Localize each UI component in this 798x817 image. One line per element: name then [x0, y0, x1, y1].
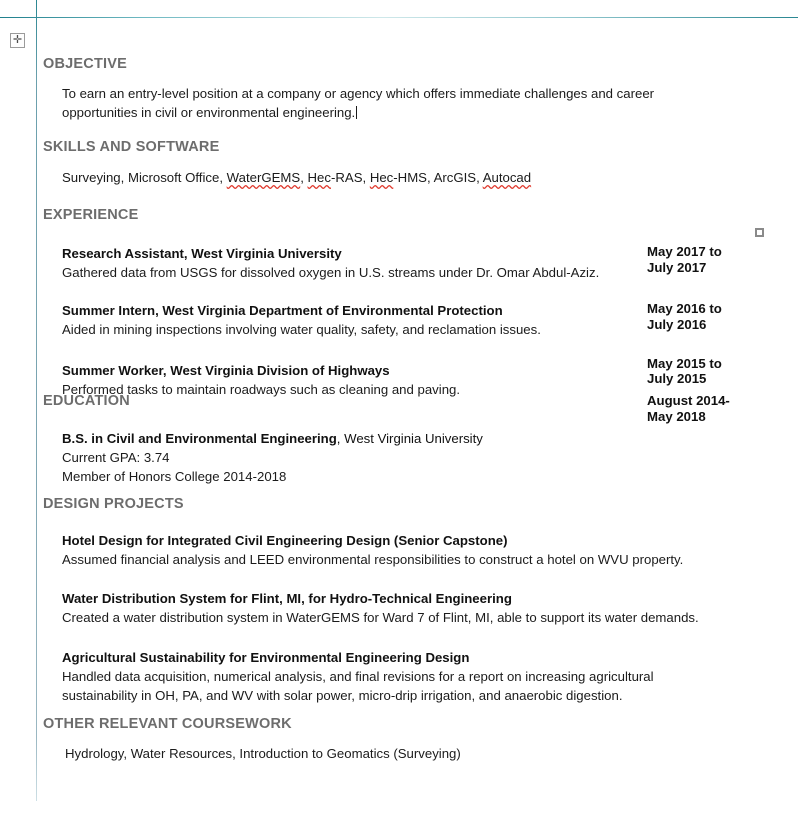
education-gpa-line: Current GPA: 3.74	[62, 450, 170, 466]
objective-paragraph[interactable]	[62, 84, 692, 123]
experience-entry-description: Aided in mining inspections involving water quality, safety, and reclamation issues.	[62, 322, 541, 338]
design-project-description: Created a water distribution system in WaterGEMS for Ward 7 of Flint, MI, able to support its water demands.	[62, 610, 699, 626]
design-project-description: Assumed financial analysis and LEED environmental responsibilities to construct a hotel on WVU property.	[62, 552, 684, 568]
design-project-description: Handled data acquisition, numerical analysis, and final revisions for a report on increasing agricultural sustainability in OH, PA, and WV with solar power, micro-drip irrigation, and anaerobic digestion.	[62, 668, 654, 703]
design-project-entry[interactable]	[0, 589, 798, 627]
section-heading-objective: OBJECTIVE	[43, 56, 127, 72]
misspelled-hec-hms: Hec	[369, 170, 394, 185]
experience-entry-title: Summer Worker, West Virginia Division of Highways	[62, 362, 390, 378]
misspelled-watergems: WaterGEMS	[226, 170, 301, 185]
section-heading-design-projects: DESIGN PROJECTS	[43, 496, 184, 512]
experience-entry-title: Summer Intern, West Virginia Department of Environmental Protection	[62, 303, 503, 319]
experience-entry[interactable]	[0, 301, 798, 339]
section-heading-experience: EXPERIENCE	[43, 207, 139, 223]
section-coursework	[0, 716, 798, 763]
skills-hec-hms-rest: -HMS, ArcGIS,	[393, 170, 483, 185]
coursework-line[interactable]: Hydrology, Water Resources, Introduction to Geomatics (Surveying)	[65, 746, 461, 761]
design-project-title: Hotel Design for Integrated Civil Engineering Design (Senior Capstone)	[62, 533, 508, 548]
misspelled-autocad: Autocad	[482, 170, 532, 185]
section-design-projects	[0, 496, 798, 705]
experience-entry-date	[647, 301, 777, 332]
skills-sep-1: ,	[300, 170, 308, 185]
date-line-2: July 2016	[647, 316, 707, 332]
design-project-entry[interactable]	[0, 531, 798, 569]
misspelled-hec-ras: Hec	[307, 170, 331, 185]
skills-prefix: Surveying, Microsoft Office,	[62, 170, 227, 185]
section-skills	[0, 139, 798, 187]
section-experience	[0, 207, 798, 399]
design-project-title: Water Distribution System for Flint, MI, for Hydro-Technical Engineering	[62, 591, 512, 607]
section-heading-coursework: OTHER RELEVANT COURSEWORK	[43, 716, 292, 732]
section-heading-education: EDUCATION	[43, 393, 130, 409]
education-degree-line	[62, 429, 798, 448]
date-line-1: May 2015 to	[647, 355, 722, 371]
top-margin-guide-line	[0, 17, 798, 18]
education-degree-bold: B.S. in Civil and Environmental Engineering	[62, 431, 337, 446]
objective-paragraph-text: To earn an entry-level position at a company or agency which offers immediate challenges and career opportunities in civil or environmental engineering.	[62, 86, 655, 121]
experience-entry-title: Research Assistant, West Virginia University	[62, 246, 342, 261]
section-education	[0, 393, 798, 486]
experience-entry-date	[647, 356, 777, 387]
education-date	[647, 393, 777, 424]
skills-line[interactable]	[62, 168, 798, 187]
text-cursor	[356, 106, 357, 119]
date-line-1: May 2016 to	[647, 301, 722, 317]
education-honors-line: Member of Honors College 2014-2018	[62, 469, 287, 485]
date-line-2: May 2018	[647, 408, 706, 424]
experience-entry-date	[647, 244, 777, 275]
table-move-handle[interactable]: ✛	[10, 33, 25, 48]
date-line-2: July 2017	[647, 259, 707, 275]
skills-hec-ras-rest: -RAS,	[330, 170, 370, 185]
date-line-1: May 2017 to	[647, 244, 722, 259]
education-school: , West Virginia University	[336, 431, 483, 446]
experience-entry[interactable]	[0, 244, 798, 282]
design-project-title: Agricultural Sustainability for Environmental Engineering Design	[62, 649, 470, 665]
section-heading-skills: SKILLS AND SOFTWARE	[43, 139, 220, 155]
date-line-1: August 2014-	[647, 393, 730, 408]
date-line-2: July 2015	[647, 371, 707, 387]
section-objective	[0, 56, 798, 123]
design-project-entry[interactable]	[0, 648, 798, 705]
experience-entry-description: Gathered data from USGS for dissolved oxygen in U.S. streams under Dr. Omar Abdul-Aziz.	[62, 265, 600, 281]
experience-entry-description: Performed tasks to maintain roadways such as cleaning and paving.	[62, 381, 461, 397]
